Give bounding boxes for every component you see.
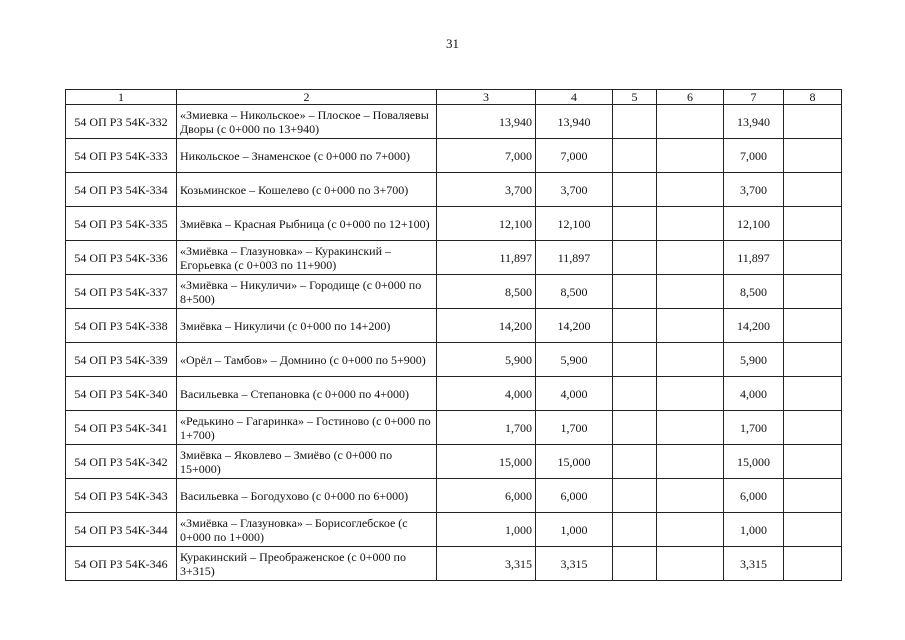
road-code-cell: 54 ОП РЗ 54К-336 (66, 241, 177, 275)
column-header: 3 (437, 90, 536, 105)
column-header: 5 (613, 90, 657, 105)
road-code-cell: 54 ОП РЗ 54К-335 (66, 207, 177, 241)
empty-cell (613, 547, 657, 581)
road-code-cell: 54 ОП РЗ 54К-339 (66, 343, 177, 377)
length-cell: 12,100 (536, 207, 613, 241)
table-row (66, 309, 842, 343)
road-code-cell: 54 ОП РЗ 54К-332 (66, 105, 177, 139)
road-name-cell: Козьминское – Кошелево (с 0+000 по 3+700) (177, 173, 437, 207)
length-cell: 15,000 (536, 445, 613, 479)
empty-cell (657, 173, 724, 207)
empty-cell (784, 411, 842, 445)
table-row (66, 173, 842, 207)
column-header: 8 (784, 90, 842, 105)
column-header: 7 (724, 90, 784, 105)
length-cell: 7,000 (724, 139, 784, 173)
length-cell: 1,700 (437, 411, 536, 445)
header-row (66, 90, 842, 105)
length-cell: 3,315 (724, 547, 784, 581)
road-name-cell: Змиёвка – Никуличи (с 0+000 по 14+200) (177, 309, 437, 343)
road-code-cell: 54 ОП РЗ 54К-333 (66, 139, 177, 173)
empty-cell (657, 241, 724, 275)
length-cell: 1,700 (724, 411, 784, 445)
column-header: 4 (536, 90, 613, 105)
table-row (66, 479, 842, 513)
table-row (66, 241, 842, 275)
column-header: 2 (177, 90, 437, 105)
length-cell: 15,000 (724, 445, 784, 479)
empty-cell (784, 513, 842, 547)
page-number: 31 (446, 36, 459, 51)
length-cell: 3,315 (437, 547, 536, 581)
road-name-cell: Васильевка – Богодухово (с 0+000 по 6+000) (177, 479, 437, 513)
length-cell: 4,000 (724, 377, 784, 411)
length-cell: 5,900 (536, 343, 613, 377)
empty-cell (613, 241, 657, 275)
empty-cell (784, 241, 842, 275)
empty-cell (784, 343, 842, 377)
road-name-cell: Никольское – Знаменское (с 0+000 по 7+000) (177, 139, 437, 173)
empty-cell (784, 445, 842, 479)
empty-cell (657, 445, 724, 479)
empty-cell (657, 411, 724, 445)
length-cell: 11,897 (724, 241, 784, 275)
road-code-cell: 54 ОП РЗ 54К-334 (66, 173, 177, 207)
length-cell: 1,000 (536, 513, 613, 547)
empty-cell (784, 377, 842, 411)
road-name-cell: «Редькино – Гагаринка» – Гостиново (с 0+000 по 1+700) (177, 411, 437, 445)
length-cell: 8,500 (437, 275, 536, 309)
length-cell: 6,000 (437, 479, 536, 513)
length-cell: 4,000 (437, 377, 536, 411)
empty-cell (657, 479, 724, 513)
road-name-cell: Васильевка – Степановка (с 0+000 по 4+000) (177, 377, 437, 411)
length-cell: 13,940 (724, 105, 784, 139)
length-cell: 4,000 (536, 377, 613, 411)
road-code-cell: 54 ОП РЗ 54К-344 (66, 513, 177, 547)
table-row (66, 105, 842, 139)
table-row (66, 343, 842, 377)
length-cell: 3,700 (536, 173, 613, 207)
road-code-cell: 54 ОП РЗ 54К-341 (66, 411, 177, 445)
length-cell: 12,100 (437, 207, 536, 241)
empty-cell (784, 105, 842, 139)
length-cell: 8,500 (536, 275, 613, 309)
empty-cell (613, 207, 657, 241)
empty-cell (784, 547, 842, 581)
column-header: 1 (66, 90, 177, 105)
empty-cell (657, 309, 724, 343)
length-cell: 8,500 (724, 275, 784, 309)
road-code-cell: 54 ОП РЗ 54К-340 (66, 377, 177, 411)
table-row (66, 547, 842, 581)
length-cell: 15,000 (437, 445, 536, 479)
road-code-cell: 54 ОП РЗ 54К-346 (66, 547, 177, 581)
road-code-cell: 54 ОП РЗ 54К-338 (66, 309, 177, 343)
empty-cell (784, 309, 842, 343)
road-name-cell: «Змиёвка – Глазуновка» – Борисоглебское (с 0+000 по 1+000) (177, 513, 437, 547)
length-cell: 1,000 (724, 513, 784, 547)
empty-cell (613, 411, 657, 445)
length-cell: 6,000 (536, 479, 613, 513)
road-name-cell: «Змиёвка – Никуличи» – Городище (с 0+000 по 8+500) (177, 275, 437, 309)
length-cell: 3,700 (724, 173, 784, 207)
column-header: 6 (657, 90, 724, 105)
empty-cell (657, 207, 724, 241)
table-row (66, 207, 842, 241)
empty-cell (784, 139, 842, 173)
length-cell: 14,200 (536, 309, 613, 343)
empty-cell (784, 207, 842, 241)
table-row (66, 139, 842, 173)
empty-cell (613, 105, 657, 139)
road-code-cell: 54 ОП РЗ 54К-343 (66, 479, 177, 513)
empty-cell (784, 173, 842, 207)
empty-cell (657, 139, 724, 173)
length-cell: 13,940 (437, 105, 536, 139)
length-cell: 5,900 (437, 343, 536, 377)
length-cell: 11,897 (536, 241, 613, 275)
empty-cell (657, 377, 724, 411)
length-cell: 5,900 (724, 343, 784, 377)
road-name-cell: «Змиевка – Никольское» – Плоское – Поваляевы Дворы (с 0+000 по 13+940) (177, 105, 437, 139)
length-cell: 7,000 (536, 139, 613, 173)
road-name-cell: Змиёвка – Красная Рыбница (с 0+000 по 12+100) (177, 207, 437, 241)
empty-cell (784, 275, 842, 309)
empty-cell (613, 173, 657, 207)
table-row (66, 445, 842, 479)
length-cell: 11,897 (437, 241, 536, 275)
length-cell: 6,000 (724, 479, 784, 513)
empty-cell (657, 275, 724, 309)
empty-cell (613, 513, 657, 547)
empty-cell (613, 275, 657, 309)
table-row (66, 411, 842, 445)
table-body (66, 105, 842, 581)
roads-table (65, 89, 842, 581)
empty-cell (657, 513, 724, 547)
empty-cell (613, 445, 657, 479)
empty-cell (784, 479, 842, 513)
length-cell: 14,200 (437, 309, 536, 343)
table-row (66, 275, 842, 309)
road-code-cell: 54 ОП РЗ 54К-337 (66, 275, 177, 309)
empty-cell (613, 479, 657, 513)
road-name-cell: Куракинский – Преображенское (с 0+000 по 3+315) (177, 547, 437, 581)
length-cell: 13,940 (536, 105, 613, 139)
empty-cell (657, 105, 724, 139)
table-row (66, 513, 842, 547)
road-name-cell: «Орёл – Тамбов» – Домнино (с 0+000 по 5+900) (177, 343, 437, 377)
empty-cell (613, 139, 657, 173)
empty-cell (613, 309, 657, 343)
table-row (66, 377, 842, 411)
road-name-cell: «Змиёвка – Глазуновка» – Куракинский – Егорьевка (с 0+003 по 11+900) (177, 241, 437, 275)
length-cell: 1,000 (437, 513, 536, 547)
length-cell: 1,700 (536, 411, 613, 445)
length-cell: 3,700 (437, 173, 536, 207)
length-cell: 14,200 (724, 309, 784, 343)
road-code-cell: 54 ОП РЗ 54К-342 (66, 445, 177, 479)
empty-cell (657, 547, 724, 581)
empty-cell (613, 343, 657, 377)
road-name-cell: Змиёвка – Яковлево – Змиёво (с 0+000 по 15+000) (177, 445, 437, 479)
empty-cell (613, 377, 657, 411)
length-cell: 7,000 (437, 139, 536, 173)
empty-cell (657, 343, 724, 377)
length-cell: 12,100 (724, 207, 784, 241)
length-cell: 3,315 (536, 547, 613, 581)
